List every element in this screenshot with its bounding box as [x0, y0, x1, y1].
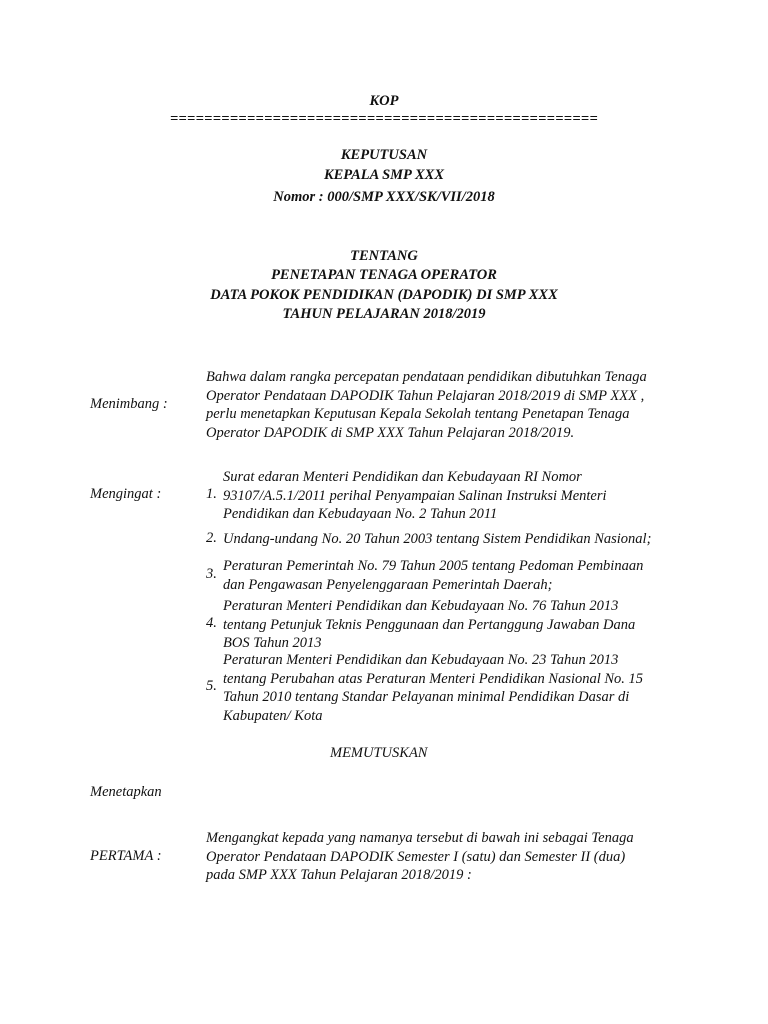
menimbang-text [206, 368, 647, 442]
pertama-line: pada SMP XXX Tahun Pelajaran 2018/2019 : [206, 867, 472, 883]
list-item-line: Peraturan Pemerintah No. 79 Tahun 2005 tentang Pedoman Pembinaan [223, 558, 644, 574]
list-item-line: Tahun 2010 tentang Standar Pelayanan minimal Pendidikan Dasar di [223, 689, 630, 705]
kop-heading: KOP [369, 93, 399, 109]
list-item-line: tentang Perubahan atas Peraturan Menteri Pendidikan Nasional No. 15 [223, 670, 644, 687]
list-item-line: BOS Tahun 2013 [223, 635, 322, 651]
pertama-line: Mengangkat kepada yang namanya tersebut di bawah ini sebagai Tenaga [206, 830, 634, 846]
title-keputusan: KEPUTUSAN [340, 147, 428, 163]
mengingat-item-number: 2. [206, 530, 217, 546]
list-item-line: Pendidikan dan Kebudayaan No. 2 Tahun 2011 [223, 506, 498, 522]
subject-line-3: TAHUN PELAJARAN 2018/2019 [282, 306, 486, 322]
mengingat-item-text [223, 557, 643, 594]
pertama-line: Operator Pendataan DAPODIK Semester I (satu) dan Semester II (dua) [206, 848, 626, 865]
mengingat-item-number: 4. [206, 615, 217, 631]
list-item-line: Peraturan Menteri Pendidikan dan Kebudayaan No. 23 Tahun 2013 [223, 652, 619, 668]
mengingat-item-text [223, 468, 607, 524]
mengingat-item-number: 5. [206, 678, 217, 694]
list-item-line: Kabupaten/ Kota [223, 707, 323, 724]
list-item-line: Surat edaran Menteri Pendidikan dan Kebudayaan RI Nomor [223, 469, 582, 485]
list-item-line: Peraturan Menteri Pendidikan dan Kebudayaan No. 76 Tahun 2013 [223, 598, 619, 614]
list-item-line: 93107/A.5.1/2011 perihal Penyampaian Salinan Instruksi Menteri [223, 487, 607, 504]
title-kepala: KEPALA SMP XXX [323, 167, 445, 183]
mengingat-item-text [223, 530, 651, 549]
menimbang-label: Menimbang : [90, 396, 168, 412]
pertama-label: PERTAMA : [90, 848, 162, 864]
mengingat-item-number: 3. [206, 566, 217, 582]
mengingat-item-number: 1. [206, 486, 217, 502]
subject-tentang: TENTANG [350, 248, 418, 264]
header-rule: ================================================== [169, 111, 599, 127]
memutuskan-heading: MEMUTUSKAN [330, 745, 428, 761]
menimbang-line: Operator DAPODIK di SMP XXX Tahun Pelajaran 2018/2019. [206, 424, 575, 441]
mengingat-item-text [223, 651, 643, 725]
menimbang-line: Operator Pendataan DAPODIK Tahun Pelajaran 2018/2019 di SMP XXX , [206, 387, 645, 404]
menimbang-line: perlu menetapkan Keputusan Kepala Sekolah tentang Penetapan Tenaga [206, 406, 630, 422]
mengingat-item-text [223, 597, 635, 653]
subject-line-1: PENETAPAN TENAGA OPERATOR [271, 267, 497, 283]
mengingat-label: Mengingat : [90, 486, 162, 502]
list-item-line: dan Pengawasan Penyelenggaraan Pemerintah Daerah; [223, 576, 553, 593]
title-nomor: Nomor : 000/SMP XXX/SK/VII/2018 [273, 189, 495, 205]
subject-line-2: DATA POKOK PENDIDIKAN (DAPODIK) DI SMP XXX [210, 287, 558, 303]
menetapkan-label: Menetapkan [90, 784, 162, 800]
menimbang-line: Bahwa dalam rangka percepatan pendataan pendidikan dibutuhkan Tenaga [206, 369, 647, 385]
pertama-text [206, 829, 634, 885]
list-item-line: tentang Petunjuk Teknis Penggunaan dan Pertanggung Jawaban Dana [223, 616, 636, 633]
list-item-line: Undang-undang No. 20 Tahun 2003 tentang Sistem Pendidikan Nasional; [223, 531, 652, 547]
